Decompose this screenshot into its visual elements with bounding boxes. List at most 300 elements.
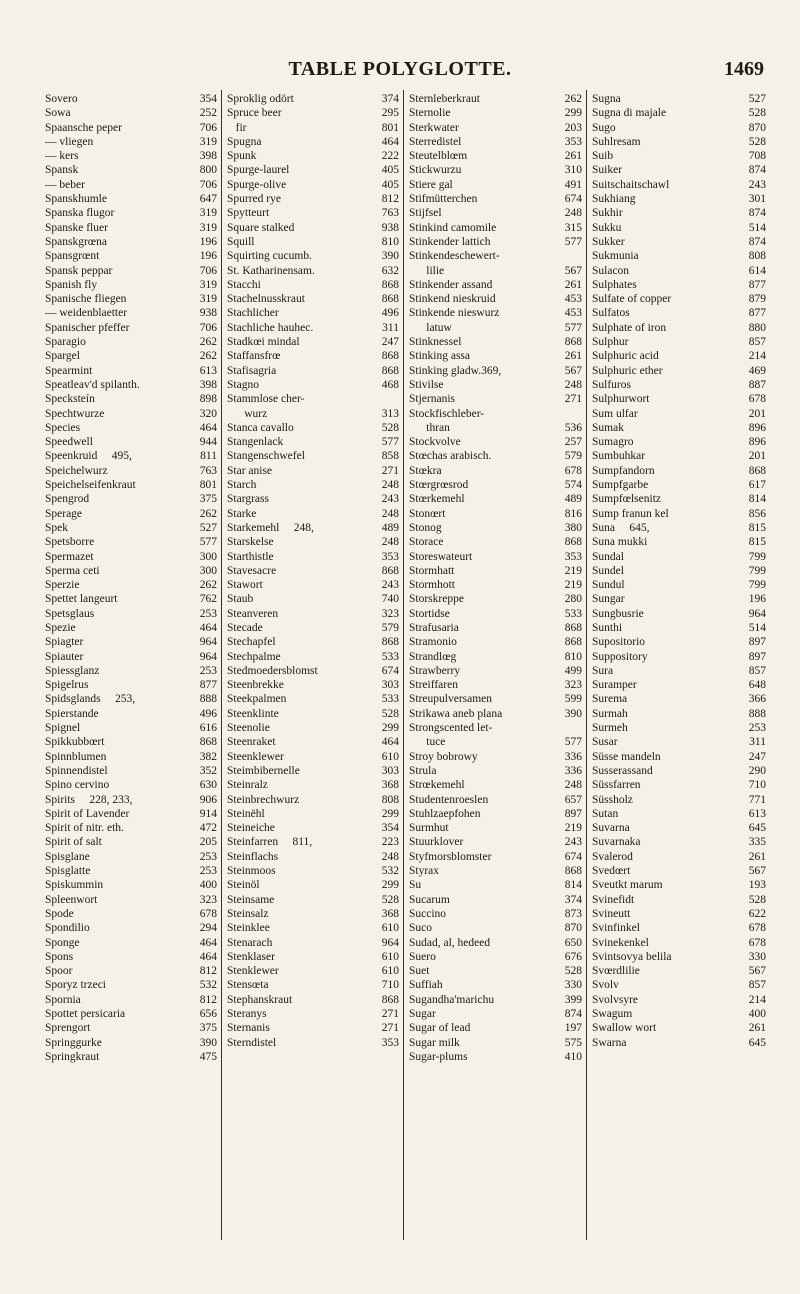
index-entry [409, 135, 582, 149]
page-reference: 299 [564, 107, 582, 120]
index-entry [227, 950, 399, 964]
index-entry [227, 264, 399, 278]
index-entry [227, 607, 399, 621]
page-reference: 354 [199, 93, 217, 105]
page-reference: 374 [564, 893, 582, 906]
index-entry [409, 407, 582, 421]
page-reference: 857 [748, 336, 766, 349]
index-term: Sveutkt marum [592, 879, 663, 892]
index-entry [592, 692, 766, 706]
page-reference: 271 [381, 464, 399, 477]
page-reference: 219 [564, 822, 582, 835]
index-term: Sternleberkraut [409, 93, 480, 105]
index-term: thran [409, 421, 450, 434]
index-term: Svintsovya belila [592, 950, 672, 963]
index-term: Svinekenkel [592, 936, 649, 949]
index-entry [409, 564, 582, 578]
index-entry [409, 421, 582, 435]
index-term: Spettet langeurt [45, 593, 118, 606]
index-term: Stormhatt [409, 564, 455, 577]
page-reference: 253 [199, 850, 217, 863]
index-entry [45, 607, 217, 621]
page-reference: 323 [381, 607, 399, 620]
index-term: Suffiah [409, 979, 443, 992]
page-reference: 617 [748, 479, 766, 492]
index-entry [409, 192, 582, 206]
page-reference: 567 [564, 264, 582, 277]
index-term: Sparagio [45, 336, 86, 349]
page-reference: 399 [564, 993, 582, 1006]
index-entry [45, 764, 217, 778]
page-reference: 464 [199, 421, 217, 434]
page-reference: 610 [381, 750, 399, 763]
page-reference: 858 [381, 450, 399, 463]
page-reference: 375 [199, 493, 217, 506]
index-entry [592, 507, 766, 521]
page-reference: 514 [748, 221, 766, 234]
index-term: Spinnblumen [45, 750, 107, 763]
index-entry [227, 1036, 399, 1050]
page-reference: 262 [199, 579, 217, 592]
index-term: Sulfate of copper [592, 293, 672, 306]
index-entry [409, 478, 582, 492]
index-entry [45, 707, 217, 721]
index-column-1 [40, 90, 221, 1240]
index-entry [409, 807, 582, 821]
index-entry [227, 349, 399, 363]
index-entry [592, 735, 766, 749]
page-reference: 214 [748, 350, 766, 363]
index-entry [592, 964, 766, 978]
page-reference: 248 [564, 207, 582, 220]
page-reference: 310 [564, 164, 582, 177]
index-entry [592, 550, 766, 564]
index-entry [409, 221, 582, 235]
index-entry [227, 750, 399, 764]
index-entry [227, 735, 399, 749]
index-entry [592, 306, 766, 320]
page-reference: 567 [564, 364, 582, 377]
page-reference: 710 [381, 979, 399, 992]
page-reference: 528 [381, 707, 399, 720]
page-reference: 405 [381, 178, 399, 191]
index-term: Stinkende nieswurz [409, 307, 500, 320]
index-term: Strœkemehl [409, 779, 465, 792]
index-term: Sumbuhkar [592, 450, 646, 463]
page-reference: 678 [748, 936, 766, 949]
page-reference: 374 [381, 93, 399, 105]
page-reference: 253 [199, 865, 217, 878]
index-entry [227, 621, 399, 635]
page-reference: 710 [748, 779, 766, 792]
index-term: Sponge [45, 936, 80, 949]
index-entry [409, 592, 582, 606]
index-entry [592, 449, 766, 463]
index-term: Steinëhl [227, 807, 265, 820]
index-term: Sukmunia [592, 250, 639, 263]
index-term: Stinkender lattich [409, 235, 491, 248]
index-entry [592, 793, 766, 807]
index-term: Spanische fliegen [45, 293, 127, 306]
index-term: Sukker [592, 235, 625, 248]
page-reference: 468 [381, 378, 399, 391]
index-term: Stinkind camomile [409, 221, 497, 234]
index-entry [592, 135, 766, 149]
index-term: Spons [45, 950, 74, 963]
page-reference: 335 [748, 836, 766, 849]
page-reference: 219 [564, 564, 582, 577]
index-entry [45, 821, 217, 835]
index-entry [409, 650, 582, 664]
index-term: Spode [45, 907, 74, 920]
index-term: Svalerod [592, 850, 633, 863]
index-term: Stonog [409, 521, 442, 534]
page-reference: 811 [200, 450, 217, 463]
index-columns [40, 90, 770, 1240]
index-entry [45, 106, 217, 120]
page-header [0, 56, 800, 86]
index-term: Sternolie [409, 107, 451, 120]
index-entry [227, 1007, 399, 1021]
index-term: Springkraut [45, 1050, 100, 1063]
index-entry [45, 564, 217, 578]
index-entry [45, 349, 217, 363]
index-entry [45, 964, 217, 978]
index-term: Sugar milk [409, 1036, 460, 1049]
index-entry [409, 1007, 582, 1021]
index-term: Spleenwort [45, 893, 98, 906]
page-reference: 874 [564, 1008, 582, 1020]
index-term: Svolvsyre [592, 993, 638, 1006]
page-reference: 610 [381, 950, 399, 963]
page-reference: 874 [748, 235, 766, 248]
page-reference: 579 [564, 450, 582, 463]
index-term: Spanskhumle [45, 193, 107, 206]
index-term: Sulphuric acid [592, 350, 659, 363]
page-reference: 248 [381, 850, 399, 863]
page-reference: 528 [381, 421, 399, 434]
index-term: Sugar of lead [409, 1022, 471, 1035]
index-term: Stramonio [409, 636, 457, 649]
page-reference: 248 [564, 378, 582, 391]
page-reference: 815 [748, 536, 766, 549]
page-reference: 533 [381, 650, 399, 663]
index-term: Spiagter [45, 636, 84, 649]
index-entry [409, 578, 582, 592]
index-entry [45, 92, 217, 106]
index-term: Starskelse [227, 536, 274, 549]
index-entry [45, 178, 217, 192]
index-term: Spansgrœnt [45, 250, 100, 263]
index-entry [409, 521, 582, 535]
index-term: Svœrdlilie [592, 965, 640, 978]
page-reference: 532 [199, 979, 217, 992]
index-entry [409, 864, 582, 878]
index-term: Sugna [592, 93, 621, 105]
index-entry [592, 121, 766, 135]
page-reference: 964 [199, 650, 217, 663]
index-entry [409, 1050, 582, 1064]
page-reference: 319 [199, 221, 217, 234]
page-reference: 311 [749, 736, 766, 749]
index-term: Spondilio [45, 922, 90, 935]
page-reference: 810 [564, 650, 582, 663]
page-reference: 799 [748, 550, 766, 563]
index-entry [45, 364, 217, 378]
page-number: 1469 [724, 58, 764, 80]
page-reference: 354 [381, 822, 399, 835]
index-term: Spikkubbœrt [45, 736, 105, 749]
index-term: fir [227, 121, 247, 134]
page-reference: 353 [564, 550, 582, 563]
index-term: Surmhut [409, 822, 449, 835]
index-term: Sundel [592, 564, 624, 577]
index-entry [45, 893, 217, 907]
page-reference: 400 [748, 1008, 766, 1020]
index-entry [45, 835, 217, 849]
index-entry [409, 621, 582, 635]
index-term: Swagum [592, 1008, 633, 1020]
page-reference: 390 [564, 707, 582, 720]
index-term: Stonœrt [409, 507, 446, 520]
index-entry [45, 592, 217, 606]
index-entry [592, 650, 766, 664]
page-reference: 247 [748, 750, 766, 763]
index-term: Springgurke [45, 1036, 102, 1049]
index-term: Stargrass [227, 493, 269, 506]
page-reference: 196 [748, 593, 766, 606]
page-reference: 398 [199, 378, 217, 391]
index-term: Steimbibernelle [227, 764, 300, 777]
index-term: Spignel [45, 722, 81, 735]
index-term: Sulphurwort [592, 393, 650, 406]
index-entry [409, 364, 582, 378]
index-entry [409, 163, 582, 177]
index-column-4 [586, 90, 770, 1240]
index-term: lilie [409, 264, 445, 277]
index-term: Stockfischleber- [409, 407, 485, 420]
index-entry [409, 149, 582, 163]
page-reference: 678 [748, 393, 766, 406]
index-term: Süssfarren [592, 779, 641, 792]
index-entry [592, 163, 766, 177]
index-entry [592, 1007, 766, 1021]
index-term: Stedmoedersblomst [227, 664, 318, 677]
index-term: Storskreppe [409, 593, 464, 606]
index-entry [45, 264, 217, 278]
index-entry [45, 221, 217, 235]
index-entry [592, 778, 766, 792]
page-reference: 491 [564, 178, 582, 191]
page-reference: 678 [199, 907, 217, 920]
index-entry [227, 335, 399, 349]
index-term: Sura [592, 664, 614, 677]
index-term: Sukhiang [592, 193, 636, 206]
index-term: Sudad, al, hedeed [409, 936, 491, 949]
page-reference: 870 [564, 922, 582, 935]
index-entry [227, 507, 399, 521]
index-entry [227, 235, 399, 249]
page-reference: 708 [748, 150, 766, 163]
index-entry [227, 978, 399, 992]
page-reference: 382 [199, 750, 217, 763]
page-reference: 366 [748, 693, 766, 706]
index-entry [592, 578, 766, 592]
index-entry [227, 478, 399, 492]
page-reference: 674 [564, 850, 582, 863]
page-reference: 398 [199, 150, 217, 163]
index-entry [592, 249, 766, 263]
index-term: Stensœta [227, 979, 269, 992]
index-term: Staub [227, 593, 254, 606]
index-term: Steinsame [227, 893, 275, 906]
page-reference: 353 [381, 1036, 399, 1049]
page-reference: 294 [199, 922, 217, 935]
page-reference: 868 [381, 278, 399, 291]
index-entry [592, 521, 766, 535]
index-term: Speedwell [45, 436, 93, 449]
page-reference: 261 [564, 350, 582, 363]
index-term: Speichelseifenkraut [45, 479, 136, 492]
index-term: Stinkender assand [409, 278, 493, 291]
index-entry [227, 936, 399, 950]
index-entry [409, 449, 582, 463]
page-reference: 453 [564, 307, 582, 320]
index-term: Stinkendeschewert- [409, 250, 500, 263]
index-term: Steenolie [227, 722, 270, 735]
page-reference: 857 [748, 979, 766, 992]
index-entry [227, 106, 399, 120]
index-term: Spigelrus [45, 679, 89, 692]
index-term: Svolv [592, 979, 619, 992]
index-term: Stenarach [227, 936, 273, 949]
index-term: Sunthi [592, 621, 623, 634]
page-reference: 579 [381, 621, 399, 634]
page-reference: 222 [381, 150, 399, 163]
index-entry [592, 1021, 766, 1035]
index-entry [592, 664, 766, 678]
page-reference: 648 [748, 679, 766, 692]
page-reference: 814 [748, 493, 766, 506]
index-term: Spirit of salt [45, 836, 102, 849]
index-entry [227, 893, 399, 907]
page-reference: 575 [564, 1036, 582, 1049]
page-reference: 496 [381, 307, 399, 320]
page-reference: 489 [381, 521, 399, 534]
index-entry [592, 492, 766, 506]
index-entry [409, 707, 582, 721]
page-reference: 261 [748, 1022, 766, 1035]
index-entry [45, 392, 217, 406]
index-term: Stammlose cher- [227, 393, 305, 406]
index-entry [592, 878, 766, 892]
index-term: Spanske fluer [45, 221, 108, 234]
page-reference: 475 [199, 1050, 217, 1063]
page-reference: 577 [564, 235, 582, 248]
index-entry [409, 1021, 582, 1035]
index-term: Supositorio [592, 636, 646, 649]
index-term: Stinkend nieskruid [409, 293, 496, 306]
page-reference: 410 [564, 1050, 582, 1063]
index-entry [45, 550, 217, 564]
page-reference: 203 [564, 121, 582, 134]
page-reference: 868 [381, 993, 399, 1006]
page-reference: 464 [199, 936, 217, 949]
index-term: Spanischer pfeffer [45, 321, 130, 334]
page-reference: 315 [564, 221, 582, 234]
index-term: Suvarna [592, 822, 630, 835]
index-term: Spidsglands 253, [45, 693, 136, 706]
index-entry [227, 135, 399, 149]
page-reference: 464 [199, 621, 217, 634]
page-reference: 808 [381, 793, 399, 806]
index-entry [227, 407, 399, 421]
page-reference: 577 [381, 436, 399, 449]
page-reference: 528 [564, 965, 582, 978]
page-reference: 196 [199, 235, 217, 248]
index-term: Spurge-laurel [227, 164, 290, 177]
page-reference: 262 [199, 336, 217, 349]
index-term: Sulfuros [592, 378, 631, 391]
index-entry [45, 1021, 217, 1035]
index-term: Stechpalme [227, 650, 281, 663]
page-reference: 763 [381, 207, 399, 220]
page-reference: 897 [564, 807, 582, 820]
index-entry [45, 721, 217, 735]
index-entry [592, 921, 766, 935]
index-entry [409, 950, 582, 964]
index-entry [227, 364, 399, 378]
index-term: Sprengort [45, 1022, 91, 1035]
index-entry [592, 335, 766, 349]
page-reference: 870 [748, 121, 766, 134]
index-term: Steinflachs [227, 850, 279, 863]
index-term: Storace [409, 536, 444, 549]
index-entry [45, 993, 217, 1007]
index-term: Stœrgrœsrod [409, 479, 469, 492]
page-reference: 253 [748, 722, 766, 735]
index-entry [227, 92, 399, 106]
page-reference: 706 [199, 264, 217, 277]
page-reference: 380 [564, 521, 582, 534]
page-reference: 499 [564, 664, 582, 677]
page-reference: 248 [381, 507, 399, 520]
index-entry [45, 678, 217, 692]
index-entry [227, 664, 399, 678]
page-reference: 577 [564, 736, 582, 749]
index-term: Spechtwurze [45, 407, 105, 420]
index-entry [592, 835, 766, 849]
index-entry [409, 692, 582, 706]
index-term: Spek [45, 521, 68, 534]
index-entry [592, 950, 766, 964]
page-reference: 799 [748, 579, 766, 592]
index-entry [592, 893, 766, 907]
index-term: Stœrkemehl [409, 493, 465, 506]
page-reference: 323 [564, 679, 582, 692]
index-entry [227, 807, 399, 821]
index-entry [227, 550, 399, 564]
page-reference: 528 [748, 135, 766, 148]
index-term: Stœchas arabisch. [409, 450, 492, 463]
index-term: Sulacon [592, 264, 630, 277]
page-reference: 252 [199, 107, 217, 120]
page-reference: 898 [199, 393, 217, 406]
index-term: Sternanis [227, 1022, 270, 1035]
page-reference: 353 [381, 550, 399, 563]
index-entry [227, 435, 399, 449]
index-entry [227, 793, 399, 807]
